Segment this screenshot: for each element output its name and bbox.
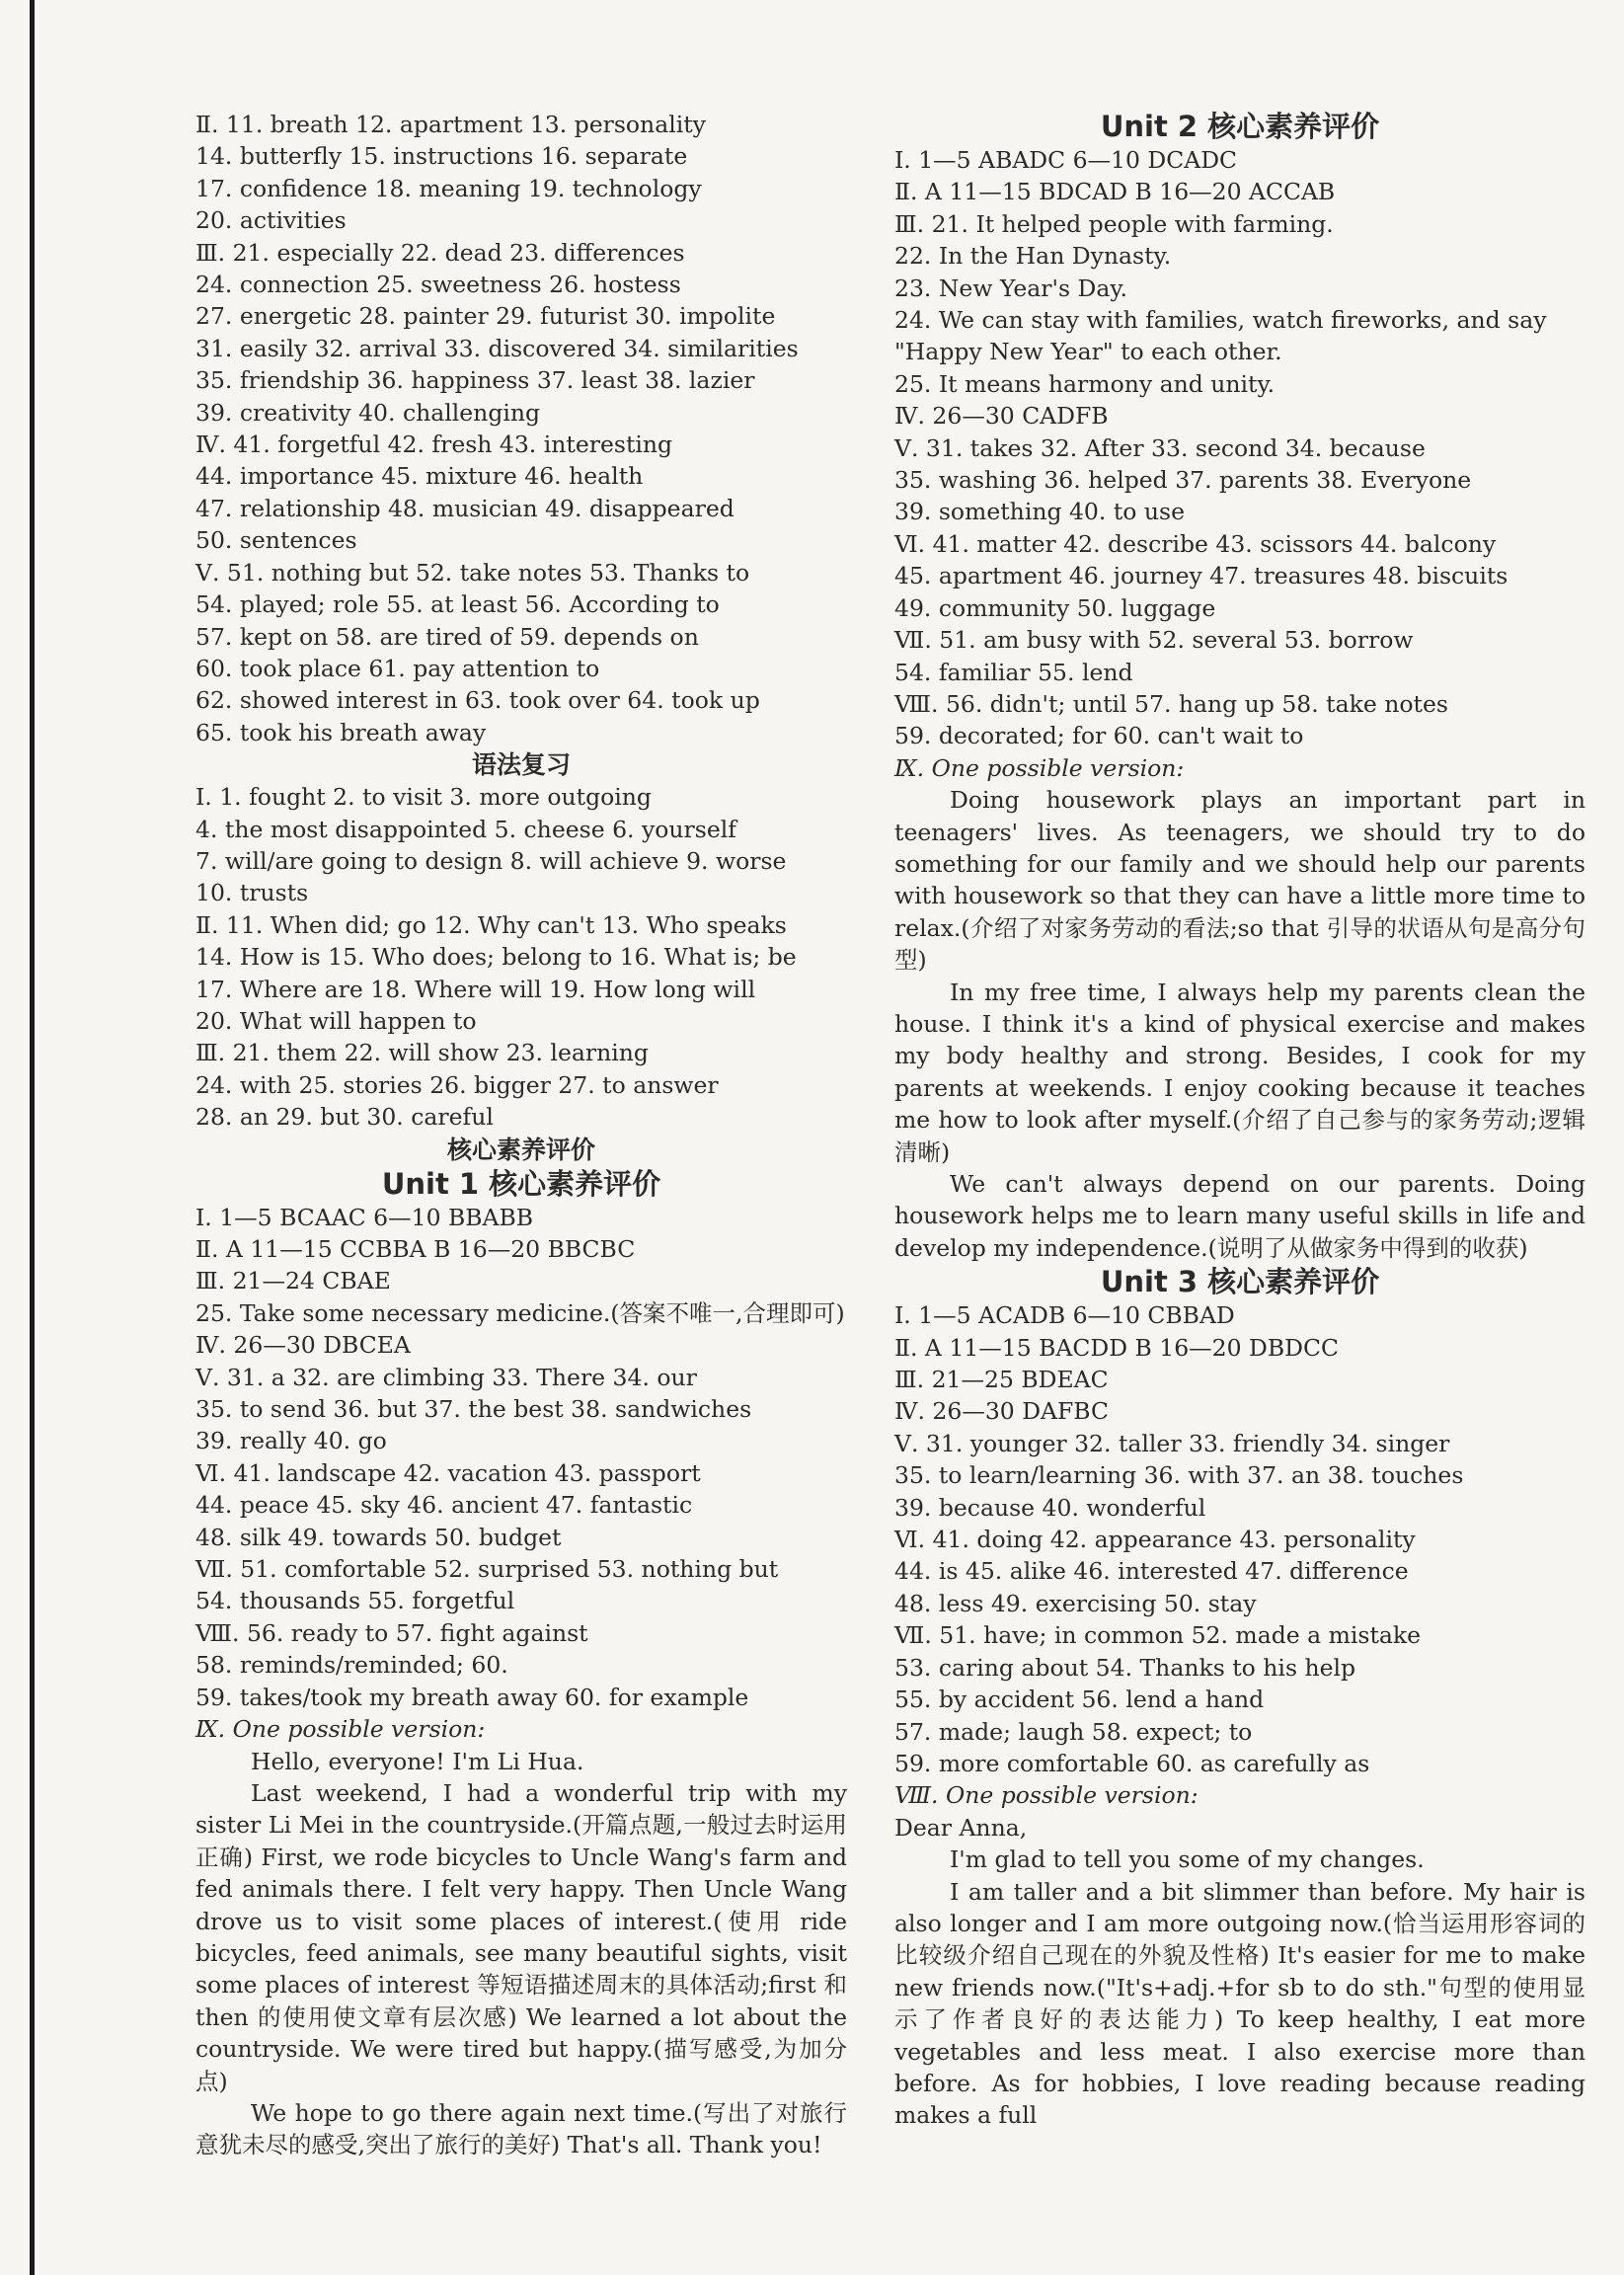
answer-line: Ⅳ. 26—30 DAFBC bbox=[894, 1397, 1109, 1426]
answer-line: 24. connection 25. sweetness 26. hostess bbox=[195, 271, 681, 299]
essay-paragraph: We hope to go there again next time.(写出了对旅行意犹未尽的感受,突出了旅行的美好) That's all. Thank you! bbox=[195, 2098, 847, 2159]
answer-line: I'm glad to tell you some of my changes. bbox=[950, 1845, 1425, 1874]
answer-line: Ⅶ. 51. comfortable 52. surprised 53. nothing but bbox=[195, 1555, 779, 1584]
answer-line: Ⅰ. 1—5 ABADC 6—10 DCADC bbox=[894, 146, 1238, 174]
answer-line: 10. trusts bbox=[195, 879, 309, 907]
answer-line: Ⅳ. 41. forgetful 42. fresh 43. interesting bbox=[195, 431, 673, 459]
answer-line: 44. is 45. alike 46. interested 47. difference bbox=[894, 1557, 1409, 1586]
answer-line: Ⅷ. 56. didn't; until 57. hang up 58. take notes bbox=[894, 689, 1448, 718]
answer-line: 54. familiar 55. lend bbox=[894, 658, 1133, 686]
answer-line: 47. relationship 48. musician 49. disappeared bbox=[195, 494, 735, 522]
answer-line: 28. an 29. but 30. careful bbox=[195, 1103, 494, 1132]
right-column bbox=[894, 109, 1585, 2132]
answer-line: Ⅵ. 41. landscape 42. vacation 43. passport bbox=[195, 1458, 701, 1487]
answer-line: Ⅸ. One possible version: bbox=[894, 753, 1185, 782]
section-title: 核心素养评价 bbox=[446, 1135, 595, 1164]
answer-line: 59. decorated; for 60. can't wait to bbox=[894, 722, 1304, 750]
answer-line: 4. the most disappointed 5. cheese 6. yourself bbox=[195, 815, 736, 843]
answer-line: 58. reminds/reminded; 60. bbox=[195, 1651, 508, 1680]
answer-line: Ⅷ. 56. ready to 57. fight against bbox=[195, 1618, 588, 1647]
section-heading: Unit 1 核心素养评价 bbox=[381, 1166, 661, 1201]
answer-line: 39. something 40. to use bbox=[894, 498, 1185, 526]
answer-line: Dear Anna, bbox=[894, 1813, 1028, 1842]
essay-paragraph: We can't always depend on our parents. Doing housework helps me to learn many useful skills in life and develop my independence.(说明了从做家务中得到的收获) bbox=[894, 1170, 1585, 1262]
answer-line: Ⅰ. 1—5 BCAAC 6—10 BBABB bbox=[195, 1203, 534, 1231]
answer-line: Ⅱ. 11. breath 12. apartment 13. personality bbox=[195, 111, 706, 138]
answer-line: 59. more comfortable 60. as carefully as bbox=[894, 1749, 1370, 1777]
answer-line: 17. confidence 18. meaning 19. technology bbox=[195, 174, 702, 202]
answer-line: 7. will/are going to design 8. will achieve 9. worse bbox=[195, 846, 787, 875]
answer-line: 35. washing 36. helped 37. parents 38. Everyone bbox=[894, 466, 1472, 495]
answer-line: Ⅳ. 26—30 DBCEA bbox=[195, 1331, 411, 1360]
answer-line: 35. to send 36. but 37. the best 38. sandwiches bbox=[195, 1395, 752, 1424]
answer-line: 23. New Year's Day. bbox=[894, 274, 1127, 302]
answer-line: 57. made; laugh 58. expect; to bbox=[894, 1717, 1253, 1746]
answer-line: Ⅰ. 1—5 ACADB 6—10 CBBAD bbox=[894, 1301, 1235, 1330]
essay-paragraph: In my free time, I always help my parents clean the house. I think it's a kind of physical exercise and makes my body healthy and strong. Besides, I cook for my parents at weekends. I enjoy cooking because it teaches me how to look after myself.(介绍了自己参与的家务劳动;逻辑清晰) bbox=[894, 978, 1585, 1166]
answer-line: Ⅱ. 11. When did; go 12. Why can't 13. Who speaks bbox=[195, 910, 787, 939]
answer-line: Ⅲ. 21. them 22. will show 23. learning bbox=[195, 1039, 649, 1067]
essay-paragraph: I am taller and a bit slimmer than before. My hair is also longer and I am more outgoing now.(恰当运用形容词的比较级介绍自己现在的外貌及性格) It's easier for me to make new friends now.("It's+adj.+for sb to do sth."句型的使用显示了作者良好的表达能力) To keep healthy, I eat more vegetables and less meat. I also exercise more than before. As for hobbies, I love reading because reading makes a full bbox=[894, 1877, 1585, 2130]
answer-line: 60. took place 61. pay attention to bbox=[195, 654, 600, 682]
answer-line: 31. easily 32. arrival 33. discovered 34. similarities bbox=[195, 334, 799, 362]
answer-line: 44. peace 45. sky 46. ancient 47. fantastic bbox=[195, 1491, 693, 1520]
answer-line: Ⅷ. One possible version: bbox=[894, 1781, 1199, 1810]
answer-line: Ⅵ. 41. matter 42. describe 43. scissors 44. balcony bbox=[894, 529, 1497, 558]
answer-line: Ⅳ. 26—30 CADFB bbox=[894, 402, 1109, 431]
answer-line: Ⅶ. 51. am busy with 52. several 53. borrow bbox=[894, 626, 1414, 655]
answer-line: 62. showed interest in 63. took over 64. took up bbox=[195, 686, 760, 715]
answer-line: 50. sentences bbox=[195, 526, 357, 555]
answer-line: 49. community 50. luggage bbox=[894, 593, 1216, 622]
answer-line: 35. friendship 36. happiness 37. least 38. lazier bbox=[195, 366, 755, 395]
answer-line: 55. by accident 56. lend a hand bbox=[894, 1686, 1265, 1714]
answer-line: Ⅸ. One possible version: bbox=[195, 1715, 486, 1744]
answer-line: 14. How is 15. Who does; belong to 16. What is; be bbox=[195, 943, 797, 972]
answer-line: Ⅱ. A 11—15 CCBBA B 16—20 BBCBC bbox=[195, 1235, 636, 1263]
answer-line: "Happy New Year" to each other. bbox=[894, 338, 1282, 366]
answer-line: Ⅴ. 31. a 32. are climbing 33. There 34. our bbox=[195, 1363, 697, 1391]
answer-line: Hello, everyone! I'm Li Hua. bbox=[251, 1747, 584, 1775]
answer-line: 48. less 49. exercising 50. stay bbox=[894, 1589, 1257, 1617]
answer-line: Ⅱ. A 11—15 BACDD B 16—20 DBDCC bbox=[894, 1333, 1339, 1362]
answer-line: Ⅴ. 51. nothing but 52. take notes 53. Thanks to bbox=[195, 558, 750, 587]
answer-line: Ⅶ. 51. have; in common 52. made a mistake bbox=[894, 1621, 1422, 1650]
answer-line: 45. apartment 46. journey 47. treasures 48. biscuits bbox=[894, 562, 1508, 590]
answer-line: Ⅰ. 1. fought 2. to visit 3. more outgoing bbox=[195, 783, 652, 812]
answer-line: 24. with 25. stories 26. bigger 27. to answer bbox=[195, 1070, 719, 1099]
page-binding-edge bbox=[30, 0, 35, 2275]
answer-line: 54. thousands 55. forgetful bbox=[195, 1587, 515, 1615]
answer-line: 59. takes/took my breath away 60. for example bbox=[195, 1683, 749, 1711]
answer-line: 39. really 40. go bbox=[195, 1427, 387, 1455]
answer-line: Ⅵ. 41. doing 42. appearance 43. personality bbox=[894, 1526, 1416, 1554]
answer-line: 22. In the Han Dynasty. bbox=[894, 242, 1172, 271]
section-heading: Unit 3 核心素养评价 bbox=[1100, 1265, 1380, 1299]
answer-line: Ⅲ. 21—24 CBAE bbox=[195, 1267, 391, 1295]
essay-paragraph: Last weekend, I had a wonderful trip with my sister Li Mei in the countryside.(开篇点题,一般过去时运用正确) First, we rode bicycles to Uncle Wang's farm and fed animals there. I felt very happy. Then Uncle Wang drove us to visit some places of interest.(使用 ride bicycles, feed animals, see many beautiful sights, visit some places of interest 等短语描述周末的具体活动;first 和 then 的使用使文章有层次感) We learned a lot about the countryside. We were tired but happy.(描写感受,为加分点) bbox=[195, 1778, 847, 2095]
answer-line: 65. took his breath away bbox=[195, 718, 487, 746]
answer-line: 35. to learn/learning 36. with 37. an 38. touches bbox=[894, 1461, 1464, 1490]
section-heading: Unit 2 核心素养评价 bbox=[1100, 110, 1380, 143]
answer-line: Ⅴ. 31. younger 32. taller 33. friendly 34. singer bbox=[894, 1429, 1450, 1457]
answer-line: 44. importance 45. mixture 46. health bbox=[195, 462, 644, 491]
answer-line: Ⅲ. 21. especially 22. dead 23. differences bbox=[195, 238, 685, 267]
answer-line: 20. activities bbox=[195, 206, 347, 235]
answer-line: 14. butterfly 15. instructions 16. separate bbox=[195, 142, 688, 171]
answer-line: Ⅲ. 21. It helped people with farming. bbox=[894, 209, 1334, 238]
answer-line: 20. What will happen to bbox=[195, 1006, 477, 1035]
left-column bbox=[195, 109, 847, 2161]
answer-line: 17. Where are 18. Where will 19. How long will bbox=[195, 975, 756, 1003]
answer-line: 25. It means harmony and unity. bbox=[894, 369, 1276, 398]
essay-paragraph: Doing housework plays an important part in teenagers' lives. As teenagers, we should try to do something for our family and we should help our parents with housework so that they can have a little more time to relax.(介绍了对家务劳动的看法;so that 引导的状语从句是高分句型) bbox=[894, 786, 1585, 975]
answer-line: Ⅲ. 21—25 BDEAC bbox=[894, 1366, 1109, 1394]
answer-line: 24. We can stay with families, watch fireworks, and say bbox=[894, 306, 1547, 335]
answer-line: 54. played; role 55. at least 56. According to bbox=[195, 590, 720, 619]
answer-line: 39. because 40. wonderful bbox=[894, 1493, 1206, 1522]
answer-line: 57. kept on 58. are tired of 59. depends on bbox=[195, 622, 699, 651]
answer-line: 39. creativity 40. challenging bbox=[195, 398, 541, 427]
answer-line: Ⅱ. A 11—15 BDCAD B 16—20 ACCAB bbox=[894, 178, 1336, 206]
answer-line: Ⅴ. 31. takes 32. After 33. second 34. because bbox=[894, 433, 1426, 462]
answer-line: 25. Take some necessary medicine.(答案不唯一,合理即可) bbox=[195, 1298, 845, 1327]
answer-line: 53. caring about 54. Thanks to his help bbox=[894, 1653, 1356, 1682]
answer-line: 27. energetic 28. painter 29. futurist 30. impolite bbox=[195, 302, 776, 331]
section-title: 语法复习 bbox=[471, 750, 571, 780]
answer-line: 48. silk 49. towards 50. budget bbox=[195, 1523, 562, 1551]
